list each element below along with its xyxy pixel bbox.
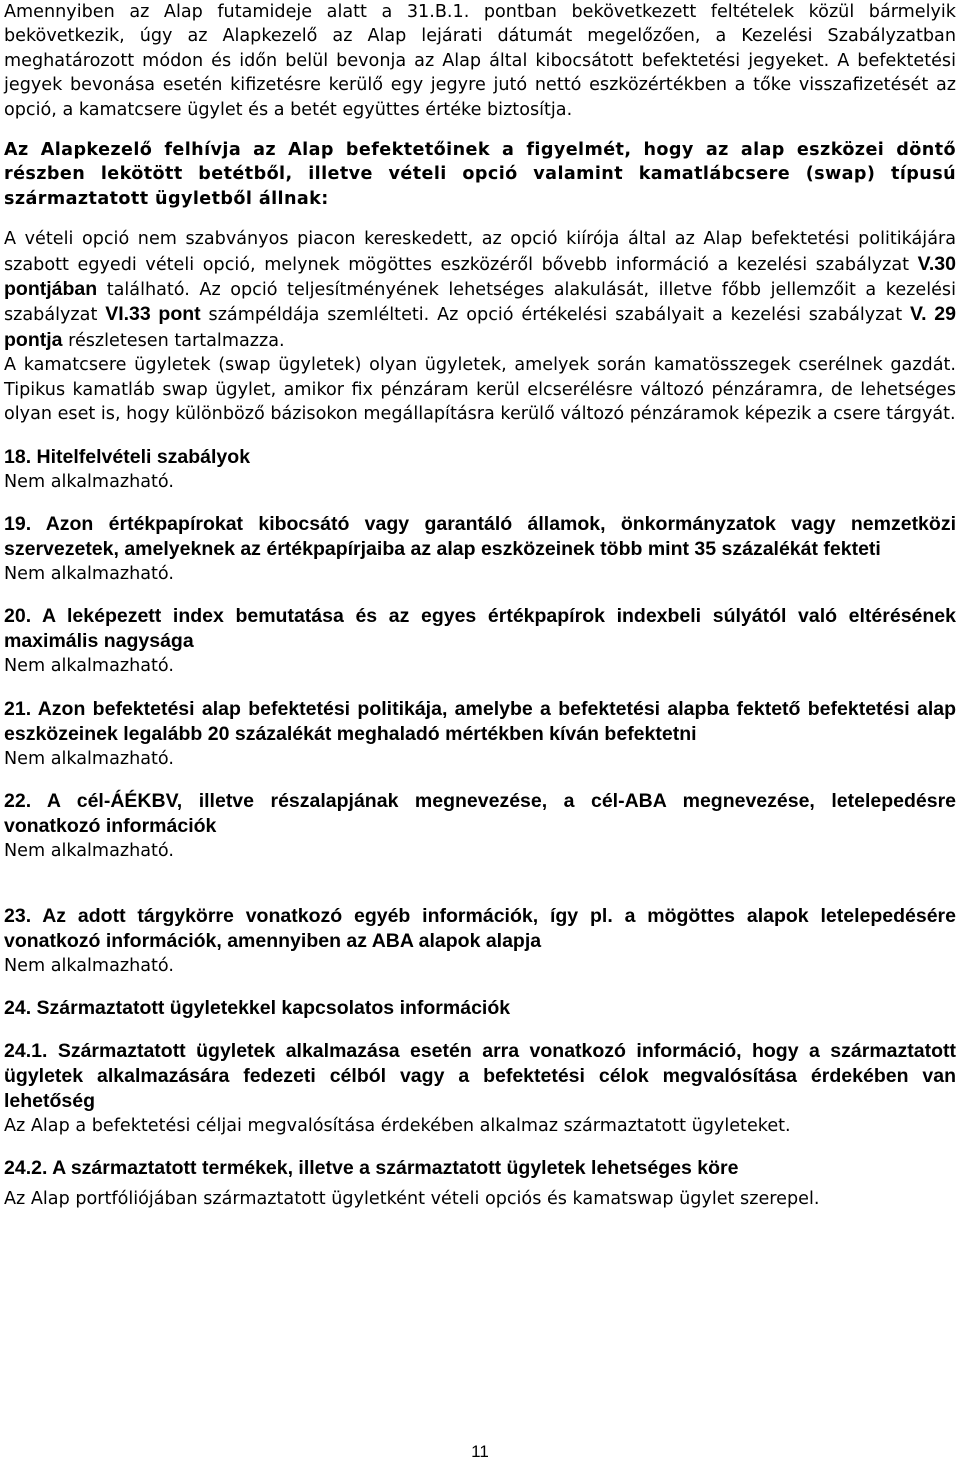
- section-19-heading: 19. Azon értékpapírokat kibocsátó vagy garantáló államok, önkormányzatok vagy nemzetközi szervezetek, amelyeknek az értékpapírjaiba az alap eszközeinek több mint 35 százalékát fekteti: [4, 512, 956, 560]
- option-text-a: A vételi opció nem szabványos piacon kereskedett, az opció kiírója által az Alap befektetési politikájára szabott egyedi vételi opció, melynek mögöttes eszközéről bővebb információ a kezelési szabályzat: [4, 229, 956, 275]
- intro-paragraph: Amennyiben az Alap futamideje alatt a 31.B.1. pontban bekövetkezett feltételek közül bármelyik bekövetkezik, úgy az Alapkezelő az Alap lejárati dátumát megelőzően, a Kezelési Szabályzatban meghatározott módon és időn belül bevonja az Alap által kibocsátott befektetési jegyeket. A befektetési jegyek bevonása esetén kifizetésre kerülő egy jegyre jutó nettó eszközértékben a tőke visszafizetését az opció, a kamatcsere ügylet és a betét együttes értéke biztosítja.: [4, 2, 956, 120]
- section-21-body: Nem alkalmazható.: [4, 748, 174, 769]
- option-ref-vi33: VI.33 pont: [105, 303, 201, 326]
- section-24-2-body: Az Alap portfóliójában származtatott ügyletként vételi opciós és kamatswap ügylet szerepel.: [4, 1189, 820, 1210]
- section-19-body: Nem alkalmazható.: [4, 563, 174, 584]
- page-number: 11: [471, 1442, 489, 1461]
- document-page: [4, 0, 956, 1212]
- section-22-heading: 22. A cél-ÁÉKBV, illetve részalapjának megnevezése, a cél-ABA megnevezése, letelepedésre vonatkozó információk: [4, 790, 956, 838]
- option-paragraph: [4, 227, 956, 353]
- section-20-body: Nem alkalmazható.: [4, 656, 174, 677]
- notice-paragraph: Az Alapkezelő felhívja az Alap befektetőinek a figyelmét, hogy az alap eszközei döntő részben lekötött betétből, illetve vételi opció valamint kamatlábcsere (swap) típusú származtatott ügyletből állnak:: [4, 140, 956, 209]
- section-20-heading: 20. A leképezett index bemutatása és az egyes értékpapírok indexbeli súlyától való eltérésének maximális nagysága: [4, 605, 956, 653]
- section-24-1-heading: 24.1. Származtatott ügyletek alkalmazása esetén arra vonatkozó információ, hogy a származtatott ügyletek alkalmazására fedezeti célból vagy a befektetési célok megvalósítása érdekében van lehetőség: [4, 1039, 956, 1112]
- option-text-d: számpéldája szemlélteti. Az opció értékelési szabályait a kezelési szabályzat: [200, 305, 910, 326]
- option-ref-v30: V.30 pontjában: [4, 252, 956, 301]
- section-21-heading: 21. Azon befektetési alap befektetési politikája, amelybe a befektetési alapba fektető befektetési alap eszközeinek legalább 20 százalékát meghaladó mértékben kíván befektetni: [4, 697, 956, 745]
- section-24-heading: 24. Származtatott ügyletekkel kapcsolatos információk: [4, 996, 511, 1019]
- section-24-1-body: Az Alap a befektetési céljai megvalósítása érdekében alkalmaz származtatott ügyleteket.: [4, 1115, 791, 1136]
- section-23-body: Nem alkalmazható.: [4, 955, 174, 976]
- section-24-2-heading: 24.2. A származtatott termékek, illetve a származtatott ügyletek lehetséges köre: [4, 1157, 739, 1180]
- option-text-c: található. Az opció teljesítményének lehetséges alakulását, illetve főbb jellemzőit a kezelési szabályzat: [4, 280, 956, 326]
- section-18-body: Nem alkalmazható.: [4, 471, 174, 492]
- option-text-e: részletesen tartalmazza.: [62, 330, 285, 351]
- option-ref-v29: V. 29 pontja: [4, 303, 956, 351]
- section-18-heading: 18. Hitelfelvételi szabályok: [4, 445, 251, 468]
- section-23-heading: 23. Az adott tárgykörre vonatkozó egyéb információk, így pl. a mögöttes alapok letelepedésére vonatkozó információk, amennyiben az ABA alapok alapja: [4, 904, 956, 952]
- swap-paragraph: A kamatcsere ügyletek (swap ügyletek) olyan ügyletek, amelyek során kamatösszegek cserélnek gazdát. Tipikus kamatláb swap ügylet, amikor fix pénzáram kerül elcserélésre változó pénzáramra, de lehetséges olyan eset is, hogy különböző bázisokon megállapításra kerülő változó pénzáramok képezik a csere tárgyát.: [4, 355, 956, 425]
- section-22-body: Nem alkalmazható.: [4, 841, 174, 862]
